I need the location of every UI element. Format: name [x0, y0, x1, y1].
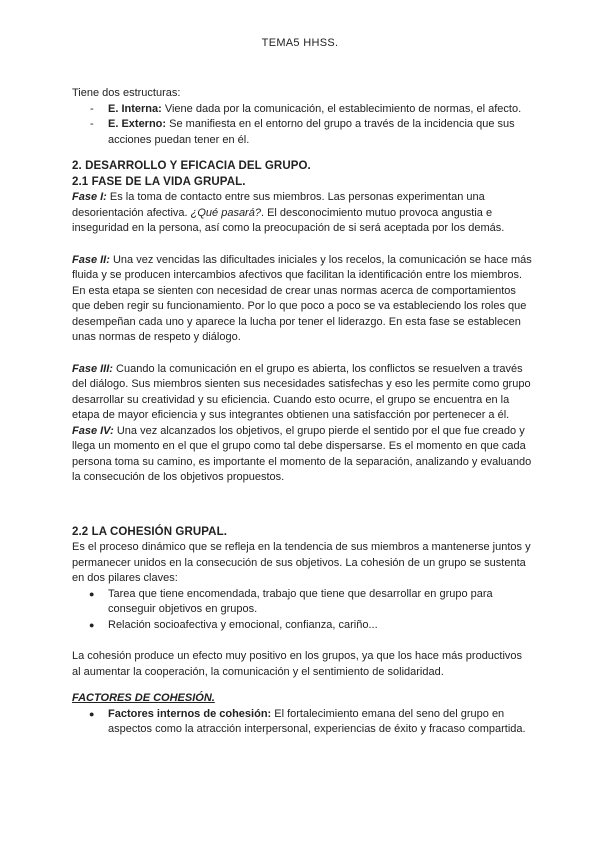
fase-3-paragraph — [72, 362, 532, 424]
factor-text: El fortalecimiento emana del seno del grupo en aspectos como la atracción interpersonal, experiencias de éxito y fracaso compartida. — [108, 707, 526, 735]
list-item — [72, 117, 532, 148]
section-heading: 2. DESARROLLO Y EFICACIA DEL GRUPO. — [72, 160, 311, 172]
fase-1-paragraph — [72, 190, 532, 237]
factor-term: Factores internos de cohesión: — [108, 707, 272, 720]
cohesion-effect: La cohesión produce un efecto muy positivo en los grupos, ya que los hace más productivos al aumentar la cooperación, la comunicación y el sentimiento de solidaridad. — [72, 650, 523, 678]
dash-marker: - — [90, 118, 94, 130]
structure-term: E. Interna: — [108, 102, 162, 115]
subsection-heading: 2.2 LA COHESIÓN GRUPAL. — [72, 525, 228, 538]
bullet-marker: ● — [89, 708, 95, 719]
factores-list — [72, 707, 532, 738]
page-header: TEMA5 HHSS. — [261, 37, 339, 49]
fase-label: Fase III: — [72, 362, 113, 375]
list-item — [72, 707, 532, 738]
fase-text: . El desconocimiento mutuo provoca angustia e inseguridad en la persona, así como la preocupación de si será aceptada por los demás. — [72, 206, 505, 234]
cohesion-definition: Es el proceso dinámico que se refleja en la tendencia de sus miembros a mantenerse juntos y permanecer unidos en la consecución de sus objetivos. La cohesión de un grupo se sustenta en dos pilares claves: — [72, 541, 531, 584]
list-item — [72, 587, 532, 618]
fase-question: ¿Qué pasará? — [190, 206, 261, 219]
fase-label: Fase II: — [72, 253, 110, 266]
fase-4-paragraph — [72, 424, 532, 486]
list-item — [72, 102, 532, 118]
bullet-marker: ● — [89, 619, 95, 630]
fase-text: Cuando la comunicación en el grupo es abierta, los conflictos se resuelven a través del diálogo. Sus miembros sienten sus necesidades satisfechas y eso les permite como grupo desarrollar su creatividad y su eficiencia. Cuando esto ocurre, el grupo se encuentra en la etapa de mayor eficiencia y sus integrantes obtienen una satisfacción por pertenecer a él. — [72, 362, 531, 421]
fase-2-paragraph — [72, 253, 532, 346]
pillar-text: Tarea que tiene encomendada, trabajo que tiene que desarrollar en grupo para conseguir objetivos en grupos. — [108, 587, 493, 615]
fase-text: Una vez alcanzados los objetivos, el grupo pierde el sentido por el que fue creado y llega un momento en el que el grupo como tal debe dispersarse. Es el momento en que cada persona toma su camino, es importante el momento de la separación, analizando y evaluando la consecución de los objetivos propuestos. — [72, 424, 532, 483]
fase-text: Una vez vencidas las dificultades iniciales y los recelos, la comunicación se hace más fluida y se producen intercambios afectivos que facilitan la identificación entre los miembros. En esta etapa se sienten con necesidad de crear unas normas acerca de comportamientos que deben regir su funcionamiento. Por lo que poco a poco se va estableciendo los roles que desempeñan cada uno y aparece la lucha por tener el liderazgo. En esta fase se establecen unas normas de respeto y diálogo. — [72, 253, 532, 343]
fase-text: Es la toma de contacto entre sus miembros. Las personas experimentan una desorientación afectiva. — [72, 191, 485, 219]
factores-heading: FACTORES DE COHESIÓN. — [72, 692, 215, 704]
structure-term: E. Externo: — [108, 118, 167, 130]
fase-label: Fase I: — [72, 191, 107, 203]
structure-text: Viene dada por la comunicación, el establecimiento de normas, el afecto. — [161, 102, 522, 115]
structure-text: Se manifiesta en el entorno del grupo a través de la incidencia que sus acciones puedan tener en él. — [108, 118, 515, 146]
pillars-list — [72, 587, 532, 634]
structures-list — [72, 102, 532, 149]
list-item — [72, 618, 532, 634]
subsection-heading: 2.1 FASE DE LA VIDA GRUPAL. — [72, 175, 246, 188]
page-body — [72, 86, 532, 738]
bullet-marker: ● — [89, 588, 95, 599]
structures-intro: Tiene dos estructuras: — [72, 87, 181, 99]
dash-marker: - — [90, 102, 94, 115]
fase-label: Fase IV: — [72, 424, 114, 437]
pillar-text: Relación socioafectiva y emocional, confianza, cariño... — [108, 618, 378, 631]
